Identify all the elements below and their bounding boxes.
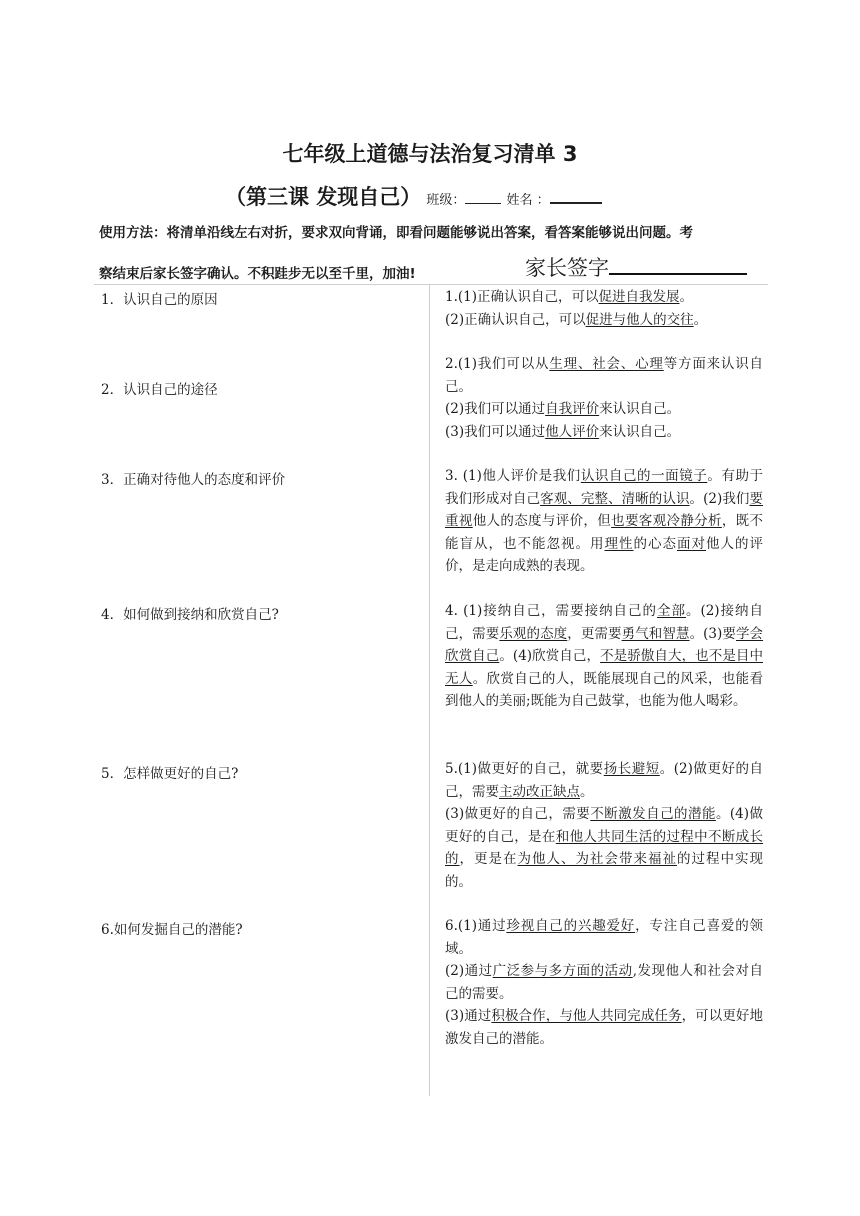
answer-text: 5.(1)做更好的自己，就要 (445, 761, 604, 777)
answer-text: (2)正确认识自己，可以 (445, 311, 586, 328)
instructions-line-2: 察结束后家长签字确认。不积跬步无以至千里，加油! (99, 266, 416, 282)
answer-text: (2)我们可以通过 (445, 401, 546, 417)
answer-text: ，既不能盲从，也不能忽视。用 (445, 513, 764, 552)
name-blank[interactable] (550, 188, 602, 204)
table-top-border (94, 284, 768, 285)
key-point: 理性 (604, 535, 634, 552)
answer-5 (445, 758, 763, 893)
answer-text: ,发现他人和社会对自己的需要。 (445, 963, 764, 1002)
answer-text: ，专注自己喜爱的领域。 (445, 918, 764, 957)
key-point: 积极合作，与他人共同完成任务 (491, 1008, 682, 1024)
answer-text: 3. (1)他人评价是我们 (445, 468, 581, 484)
answer-text: (3)我们可以通过 (445, 423, 546, 440)
answer-text: 2.(1)我们可以从 (445, 356, 550, 372)
answer-text: 。 (580, 783, 594, 800)
instructions-line-1: 使用方法：将清单沿线左右对折，要求双向背诵，即看问题能够说出答案，看答案能够说出问题。考 (99, 225, 693, 241)
lesson-title: （第三课 发现自己） (225, 185, 422, 209)
key-point: 不断激发自己的潜能 (590, 806, 716, 822)
answer-6 (445, 915, 763, 1050)
answer-text: 。(2)我们 (689, 490, 750, 507)
answer-text: 。欣赏自己的人，既能展现自己的风采，也能看到他人的美丽;既能为自己鼓掌，也能为他人喝彩。 (445, 670, 764, 709)
answer-text: 4. (1)接纳自己，需要接纳自己的 (445, 603, 657, 619)
answer-text: 。(4)做更好的自己，是在 (445, 806, 764, 845)
answer-text: 1.(1)正确认识自己，可以 (445, 289, 599, 305)
answer-text: ，更需要 (567, 625, 622, 642)
answer-text: 等方面来认识自己。 (445, 356, 764, 395)
key-point: 促进自我发展 (598, 289, 680, 305)
key-point: 学会欣赏自己 (445, 625, 764, 664)
answer-text: (3)通过 (445, 1008, 492, 1024)
key-point: 珍视自己的兴趣爱好 (506, 918, 636, 934)
answer-text: ，更是在 (459, 851, 518, 867)
answer-text: 。 (693, 311, 708, 328)
key-point: 促进与他人的交往 (585, 311, 694, 328)
key-point: 不是骄傲自大，也不是目中无人 (445, 648, 764, 687)
key-point: 要重视 (445, 490, 764, 529)
key-point: 全部 (657, 603, 686, 619)
key-point: 客观、完整、清晰的认识 (540, 490, 690, 507)
answer-2 (445, 353, 763, 443)
key-point: 和他人共同生活的过程中不断成长的 (445, 828, 764, 867)
parent-signature-label: 家长签字 (525, 256, 609, 280)
parent-signature-line[interactable] (609, 253, 747, 275)
page-title: 七年级上道德与法治复习清单 3 (282, 142, 578, 166)
key-point: 生理、社会、心理 (549, 356, 664, 372)
answer-text: 来认识自己。 (599, 423, 681, 440)
answer-3 (445, 465, 763, 578)
question-2: 2．认识自己的途径 (101, 382, 218, 398)
key-point: 也要客观冷静分析 (611, 513, 722, 529)
answer-text: 的过程中实现的。 (445, 851, 763, 890)
answer-text: 。(3)要 (689, 625, 736, 642)
key-point: 乐观的态度 (499, 625, 568, 642)
lesson-subtitle-row (225, 181, 602, 211)
key-point: 自我评价 (545, 401, 600, 417)
answer-text: 。(2)做更好的自己，需要 (445, 761, 763, 800)
answer-4 (445, 600, 763, 713)
key-point: 认识自己的一面镜子 (580, 468, 708, 484)
key-point: 为他人、为社会带来福祉 (517, 851, 677, 867)
question-4: 4．如何做到接纳和欣赏自己? (101, 607, 279, 623)
answer-1 (445, 286, 763, 331)
parent-signature (525, 252, 747, 282)
name-label: 姓名 ： (506, 193, 550, 208)
class-label: 班级： (426, 193, 466, 208)
question-6: 6.如何发掘自己的潜能? (101, 922, 243, 938)
answer-text: 。 (679, 289, 694, 305)
question-1: 1．认识自己的原因 (101, 292, 218, 308)
key-point: 主动改正缺点 (499, 783, 580, 800)
key-point: 勇气和智慧 (621, 625, 690, 642)
answer-text: (2)通过 (445, 963, 493, 979)
key-point: 面对 (677, 535, 706, 552)
key-point: 他人评价 (545, 423, 600, 440)
question-3: 3．正确对待他人的态度和评价 (101, 472, 286, 488)
answer-text: 6.(1)通过 (445, 918, 507, 934)
answer-text: 他人的评价，是走向成熟的表现。 (445, 535, 763, 574)
answer-text: ，可以更好地激发自己的潜能。 (445, 1008, 764, 1047)
answer-text: 他人的态度与评价，但 (472, 513, 612, 529)
class-blank[interactable] (465, 189, 501, 204)
answer-text: 的心态 (633, 535, 677, 552)
answer-text: 。(2)接纳自己，需要 (445, 603, 764, 642)
answer-text: 。(4)欣赏自己， (499, 648, 601, 664)
key-point: 广泛参与多方面的活动 (492, 963, 633, 979)
question-5: 5．怎样做更好的自己? (101, 766, 239, 782)
key-point: 扬长避短 (603, 761, 660, 777)
answer-text: 。有助于我们形成对自己 (445, 468, 764, 507)
answer-text: (3)做更好的自己，需要 (445, 806, 591, 822)
answer-text: 来认识自己。 (599, 401, 681, 417)
fold-line-divider (429, 284, 430, 1096)
